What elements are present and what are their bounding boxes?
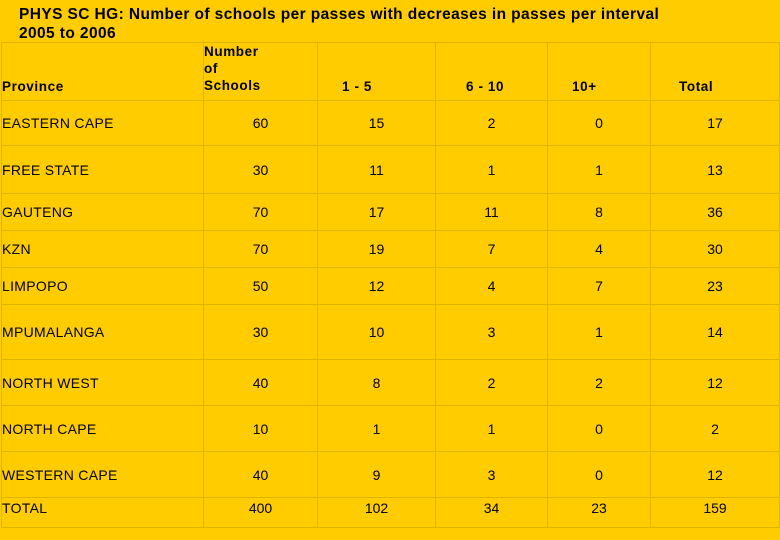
cell-schools: 50 <box>204 268 318 305</box>
cell-range-6-10: 2 <box>436 360 548 406</box>
cell-range-1-5: 19 <box>318 231 436 268</box>
header-range-10-plus: 10+ <box>548 43 651 101</box>
cell-province: EASTERN CAPE <box>2 101 204 146</box>
cell-range-6-10: 11 <box>436 194 548 231</box>
cell-range-10-plus: 0 <box>548 406 651 452</box>
cell-schools: 60 <box>204 101 318 146</box>
table-row <box>2 452 780 498</box>
cell-province: FREE STATE <box>2 146 204 194</box>
cell-province: KZN <box>2 231 204 268</box>
table-row <box>2 194 780 231</box>
table-row <box>2 305 780 360</box>
cell-total: 17 <box>651 101 780 146</box>
header-schools-line-1: Number <box>204 44 259 59</box>
header-total: Total <box>651 43 780 101</box>
cell-total: 36 <box>651 194 780 231</box>
cell-range-6-10: 7 <box>436 231 548 268</box>
cell-range-1-5: 9 <box>318 452 436 498</box>
cell-schools: 70 <box>204 194 318 231</box>
cell-range-1-5: 8 <box>318 360 436 406</box>
cell-range-6-10: 34 <box>436 498 548 528</box>
cell-range-6-10: 3 <box>436 452 548 498</box>
header-range-6-10: 6 - 10 <box>436 43 548 101</box>
cell-province: LIMPOPO <box>2 268 204 305</box>
cell-range-6-10: 1 <box>436 146 548 194</box>
cell-range-1-5: 102 <box>318 498 436 528</box>
page-title <box>19 5 769 43</box>
cell-province: WESTERN CAPE <box>2 452 204 498</box>
header-number-of-schools <box>204 43 318 101</box>
cell-range-1-5: 12 <box>318 268 436 305</box>
cell-range-10-plus: 0 <box>548 452 651 498</box>
cell-schools: 40 <box>204 452 318 498</box>
cell-province: TOTAL <box>2 498 204 528</box>
table-row <box>2 268 780 305</box>
cell-schools: 10 <box>204 406 318 452</box>
table-row <box>2 101 780 146</box>
cell-range-10-plus: 2 <box>548 360 651 406</box>
cell-total: 23 <box>651 268 780 305</box>
table-row <box>2 406 780 452</box>
cell-total: 2 <box>651 406 780 452</box>
cell-range-10-plus: 4 <box>548 231 651 268</box>
cell-total: 14 <box>651 305 780 360</box>
cell-schools: 40 <box>204 360 318 406</box>
table-row-total <box>2 498 780 528</box>
cell-range-10-plus: 0 <box>548 101 651 146</box>
cell-range-6-10: 1 <box>436 406 548 452</box>
header-range-1-5: 1 - 5 <box>318 43 436 101</box>
cell-range-10-plus: 23 <box>548 498 651 528</box>
cell-range-1-5: 1 <box>318 406 436 452</box>
cell-schools: 30 <box>204 305 318 360</box>
cell-province: MPUMALANGA <box>2 305 204 360</box>
table-row <box>2 360 780 406</box>
cell-range-6-10: 3 <box>436 305 548 360</box>
cell-total: 12 <box>651 452 780 498</box>
cell-total: 13 <box>651 146 780 194</box>
cell-total: 12 <box>651 360 780 406</box>
header-province: Province <box>2 43 204 101</box>
cell-range-1-5: 15 <box>318 101 436 146</box>
cell-schools: 70 <box>204 231 318 268</box>
cell-range-6-10: 2 <box>436 101 548 146</box>
cell-range-10-plus: 1 <box>548 146 651 194</box>
cell-province: NORTH WEST <box>2 360 204 406</box>
cell-province: NORTH CAPE <box>2 406 204 452</box>
header-row <box>2 43 780 101</box>
cell-province: GAUTENG <box>2 194 204 231</box>
cell-range-1-5: 11 <box>318 146 436 194</box>
cell-range-1-5: 17 <box>318 194 436 231</box>
cell-total: 30 <box>651 231 780 268</box>
header-schools-line-2: of <box>204 61 218 76</box>
table-row <box>2 231 780 268</box>
cell-range-1-5: 10 <box>318 305 436 360</box>
cell-total: 159 <box>651 498 780 528</box>
cell-range-10-plus: 8 <box>548 194 651 231</box>
cell-schools: 400 <box>204 498 318 528</box>
cell-range-10-plus: 1 <box>548 305 651 360</box>
title-line-1: PHYS SC HG: Number of schools per passes with decreases in passes per interval <box>19 6 660 23</box>
cell-schools: 30 <box>204 146 318 194</box>
title-line-2: 2005 to 2006 <box>19 25 117 42</box>
schools-table <box>1 42 780 528</box>
cell-range-6-10: 4 <box>436 268 548 305</box>
table-row <box>2 146 780 194</box>
header-schools-line-3: Schools <box>204 78 261 93</box>
cell-range-10-plus: 7 <box>548 268 651 305</box>
